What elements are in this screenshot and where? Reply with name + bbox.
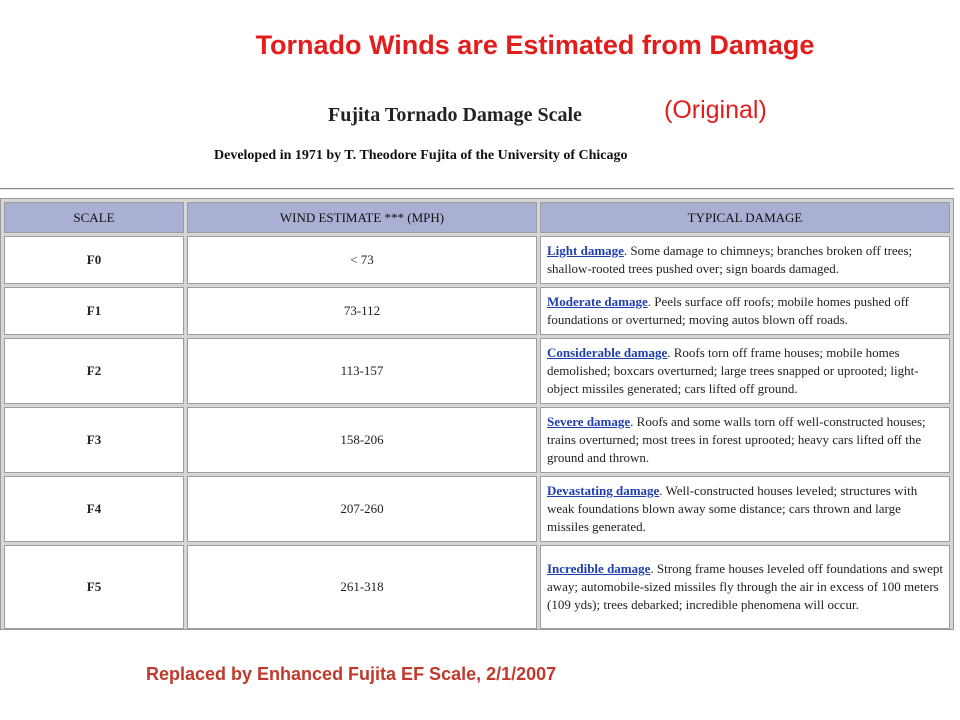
scale-cell: F1 <box>4 287 184 335</box>
table-row <box>4 338 950 404</box>
damage-cell <box>540 545 950 629</box>
damage-cell <box>540 407 950 473</box>
slide-title: Tornado Winds are Estimated from Damage <box>255 30 815 60</box>
damage-cell <box>540 287 950 335</box>
wind-cell: 158-206 <box>187 407 537 473</box>
scale-cell: F0 <box>4 236 184 284</box>
damage-description: . Some damage to chimneys; branches broken off trees; shallow-rooted trees pushed over; sign boards damaged. <box>547 243 913 276</box>
wind-cell: < 73 <box>187 236 537 284</box>
wind-cell: 207-260 <box>187 476 537 542</box>
document-subheading: Developed in 1971 by T. Theodore Fujita of the University of Chicago <box>214 148 628 163</box>
damage-link[interactable]: Considerable damage <box>547 345 668 360</box>
wind-cell: 261-318 <box>187 545 537 629</box>
damage-link[interactable]: Moderate damage <box>547 294 648 309</box>
table-row <box>4 407 950 473</box>
table-row <box>4 476 950 542</box>
scale-cell: F2 <box>4 338 184 404</box>
damage-link[interactable]: Devastating damage <box>547 483 660 498</box>
document-heading: Fujita Tornado Damage Scale <box>328 104 582 126</box>
original-tag: (Original) <box>664 96 767 124</box>
damage-link[interactable]: Light damage <box>547 243 624 258</box>
damage-description: . Strong frame houses leveled off foundations and swept away; automobile-sized missiles fly through the air in excess of 100 meters (109 yds); trees debarked; incredible phenomena will occur. <box>547 561 943 612</box>
table-header-row <box>4 202 950 233</box>
wind-cell: 73-112 <box>187 287 537 335</box>
damage-cell <box>540 338 950 404</box>
footer-note: Replaced by Enhanced Fujita EF Scale, 2/1/2007 <box>146 664 557 684</box>
damage-description: . Roofs torn off frame houses; mobile homes demolished; boxcars overturned; large trees snapped or uprooted; light-object missiles generated; cars lifted off ground. <box>547 345 919 396</box>
column-header-damage: TYPICAL DAMAGE <box>540 202 950 233</box>
horizontal-rule <box>0 188 954 190</box>
table-row <box>4 287 950 335</box>
damage-description: . Peels surface off roofs; mobile homes pushed off foundations or overturned; moving autos blown off roads. <box>547 294 909 327</box>
wind-cell: 113-157 <box>187 338 537 404</box>
table-row <box>4 236 950 284</box>
damage-link[interactable]: Severe damage <box>547 414 631 429</box>
scale-cell: F4 <box>4 476 184 542</box>
table-row <box>4 545 950 629</box>
column-header-scale: SCALE <box>4 202 184 233</box>
scale-cell: F5 <box>4 545 184 629</box>
damage-cell <box>540 476 950 542</box>
fujita-scale-table <box>0 198 954 630</box>
column-header-wind: WIND ESTIMATE *** (MPH) <box>187 202 537 233</box>
damage-description: . Well-constructed houses leveled; structures with weak foundations blown away some distance; cars thrown and large missiles generated. <box>547 483 918 534</box>
damage-description: . Roofs and some walls torn off well-constructed houses; trains overturned; most trees in forest uprooted; heavy cars lifted off the ground and thrown. <box>547 414 926 465</box>
damage-cell <box>540 236 950 284</box>
scale-cell: F3 <box>4 407 184 473</box>
damage-link[interactable]: Incredible damage <box>547 561 651 576</box>
